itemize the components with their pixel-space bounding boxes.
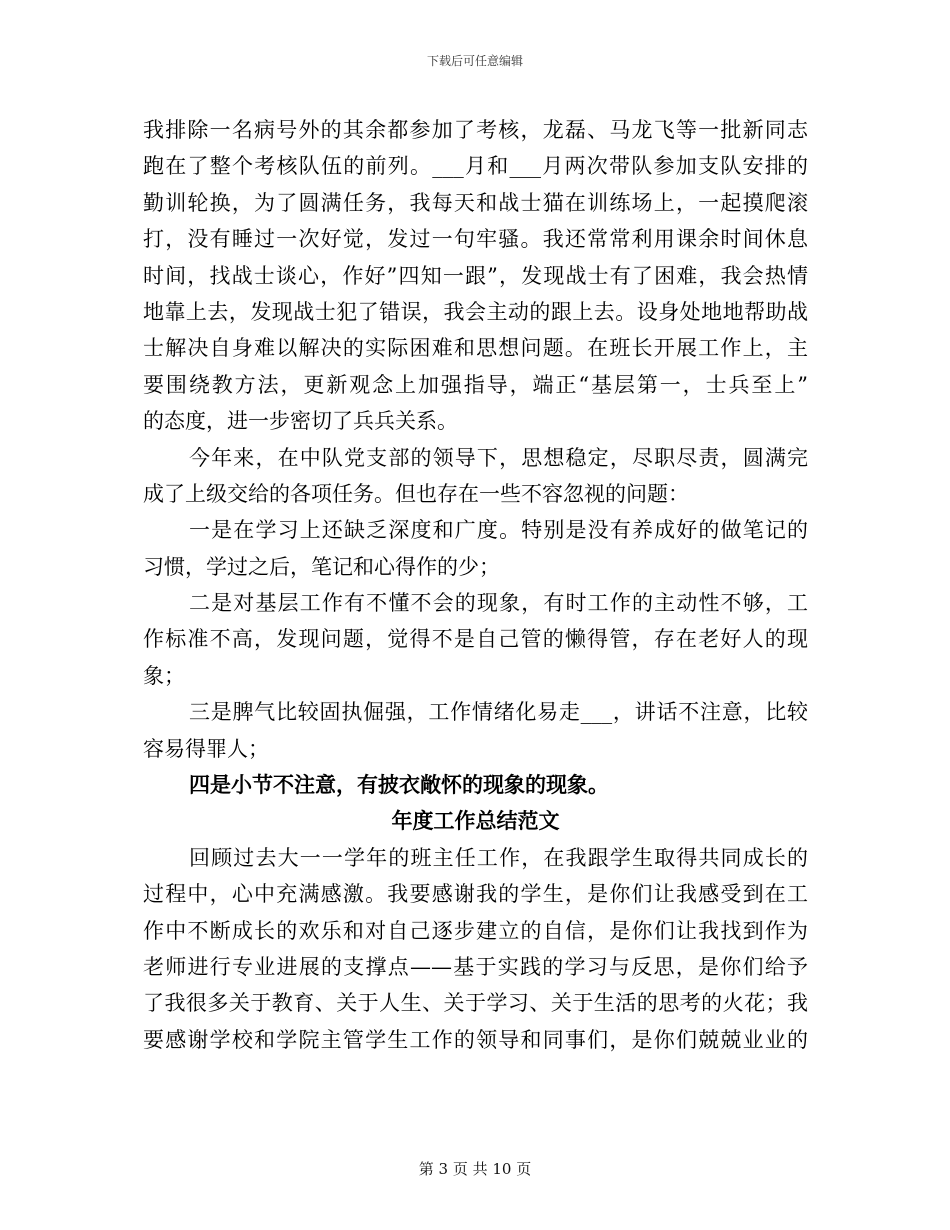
paragraph-line: 二是对基层工作有不懂不会的现象，有时工作的主动性不够，工 [189, 591, 808, 616]
paragraph-line: 老师进行专业进展的支撑点——基于实践的学习与反思，是你们给予 [143, 954, 808, 979]
paragraph-line: 跑在了整个考核队伍的前列。___月和___月两次带队参加支队安排的 [143, 154, 808, 179]
bold-paragraph-line: 四是小节不注意，有披衣敞怀的现象的现象。 [189, 772, 609, 798]
paragraph-line: 作标准不高，发现问题，觉得不是自己管的懒得管，存在老好人的现 [143, 627, 808, 652]
paragraph-line: 回顾过去大一一学年的班主任工作，在我跟学生取得共同成长的 [189, 845, 808, 870]
paragraph-line: 三是脾气比较固执倔强，工作情绪化易走___，讲话不注意，比较 [189, 700, 808, 725]
paragraph-line: 成了上级交给的各项任务。但也存在一些不容忽视的问题： [143, 481, 689, 506]
paragraph-line: 习惯，学过之后，笔记和心得作的少； [143, 554, 500, 579]
paragraph-line: 勤训轮换，为了圆满任务，我每天和战士猫在训练场上，一起摸爬滚 [143, 190, 808, 215]
document-body [143, 112, 808, 1058]
paragraph-line: 今年来，在中队党支部的领导下，思想稳定，尽职尽责，圆满完 [189, 445, 808, 470]
paragraph-line: 象； [143, 663, 185, 688]
paragraph-line: 要围绕教方法，更新观念上加强指导，端正“基层第一，士兵至上” [143, 372, 808, 397]
paragraph-line: 一是在学习上还缺乏深度和广度。特别是没有养成好的做笔记的 [189, 518, 808, 543]
paragraph-line: 作中不断成长的欢乐和对自己逐步建立的自信，是你们让我找到作为 [143, 918, 808, 943]
paragraph-line: 地靠上去，发现战士犯了错误，我会主动的跟上去。设身处地地帮助战 [143, 299, 808, 324]
paragraph-line: 时间，找战士谈心，作好”四知一跟”，发现战士有了困难，我会热情 [143, 263, 808, 288]
paragraph-line: 了我很多关于教育、关于人生、关于学习、关于生活的思考的火花；我 [143, 991, 808, 1016]
paragraph-line: 过程中，心中充满感激。我要感谢我的学生，是你们让我感受到在工 [143, 882, 808, 907]
paragraph-line: 容易得罪人； [143, 736, 269, 761]
section-title: 年度工作总结范文 [391, 808, 560, 834]
paragraph-line: 要感谢学校和学院主管学生工作的领导和同事们，是你们兢兢业业的 [143, 1027, 808, 1052]
page-header-note: 下载后可任意编辑 [426, 54, 523, 68]
paragraph-line: 我排除一名病号外的其余都参加了考核，龙磊、马龙飞等一批新同志 [143, 118, 808, 142]
paragraph-line: 士解决自身难以解决的实际困难和思想问题。在班长开展工作上，主 [143, 336, 808, 361]
paragraph-line: 的态度，进一步密切了兵兵关系。 [143, 409, 458, 434]
paragraph-line: 打，没有睡过一次好觉，发过一句牢骚。我还常常利用课余时间休息 [143, 227, 808, 252]
page-number: 第 3 页 共 10 页 [418, 1160, 532, 1178]
